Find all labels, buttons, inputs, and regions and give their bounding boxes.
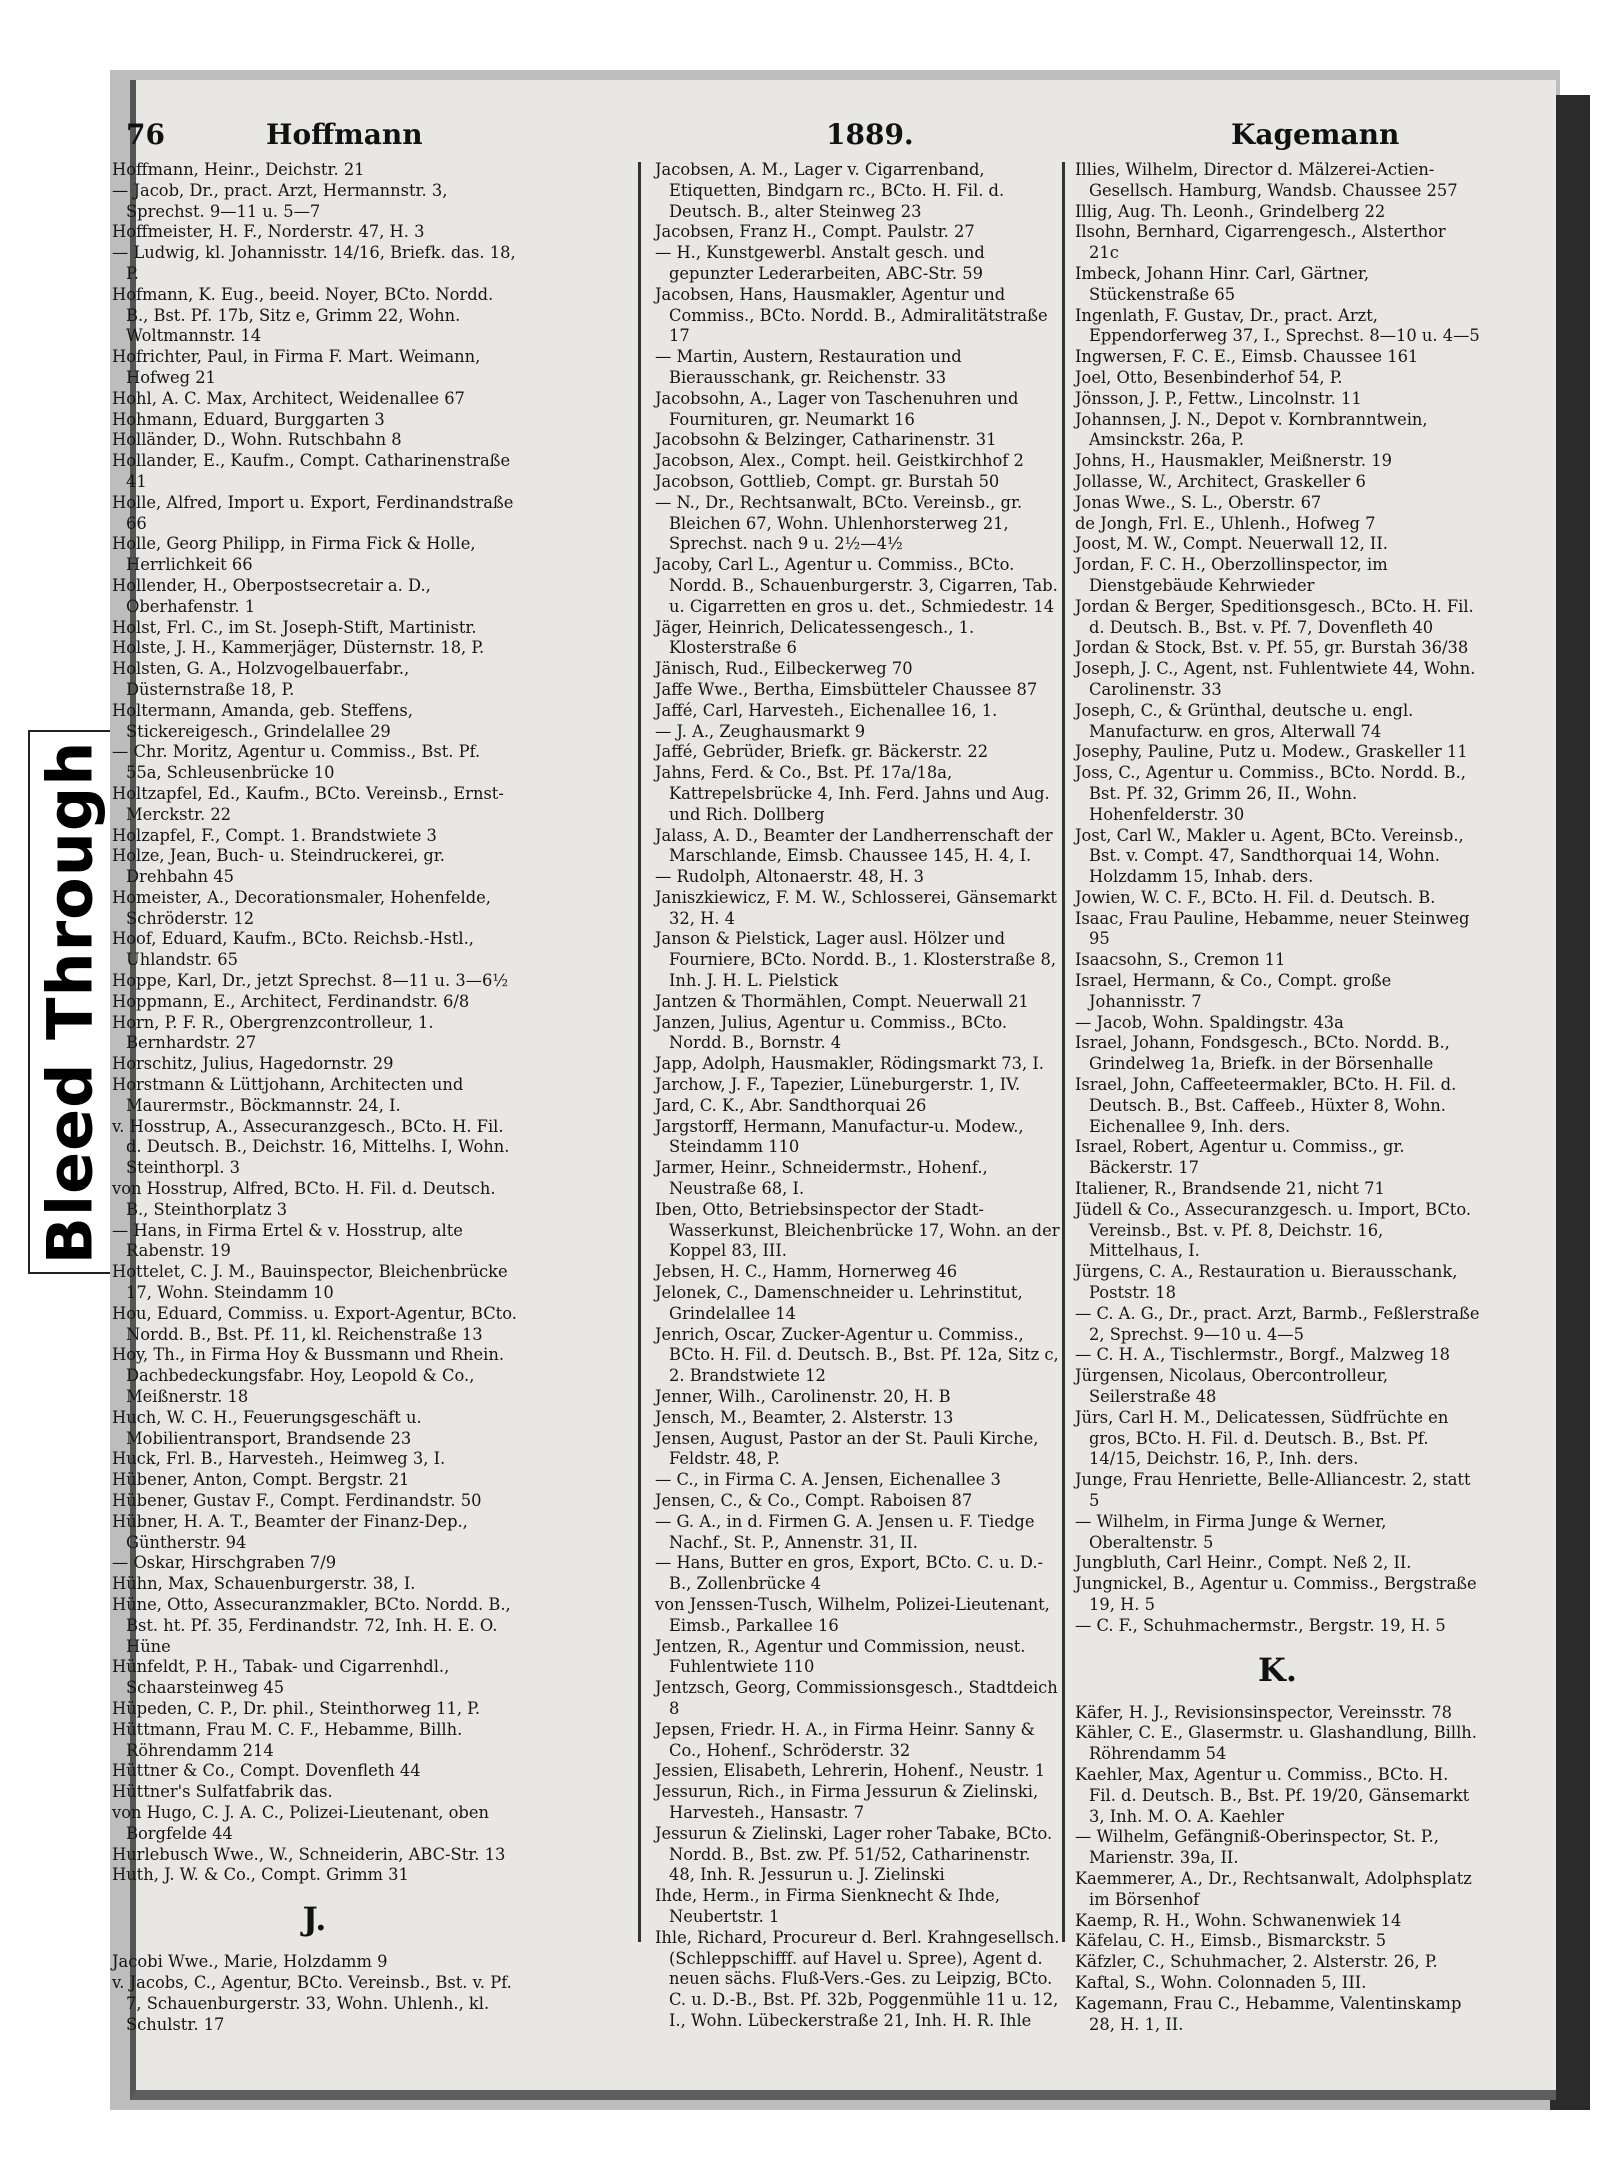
directory-entry: Jacobsohn & Belzinger, Catharinenstr. 31: [655, 430, 997, 450]
directory-entry: Jenner, Wilh., Carolinenstr. 20, H. B: [655, 1387, 951, 1407]
directory-entry: Jentzen, R., Agentur und Commission, neust. Fuhlentwiete 110: [655, 1636, 1026, 1677]
column-divider: [638, 162, 641, 1942]
directory-entry: — Wilhelm, in Firma Junge & Werner, Oberaltenstr. 5: [1075, 1511, 1387, 1552]
directory-entry: — Jacob, Wohn. Spaldingstr. 43a: [1075, 1012, 1344, 1032]
directory-entry: Hohmann, Eduard, Burggarten 3: [112, 409, 385, 429]
directory-entry: — C. A. G., Dr., pract. Arzt, Barmb., Feßlerstraße 2, Sprechst. 9—10 u. 4—5: [1075, 1303, 1480, 1344]
directory-entry: Jacobsen, A. M., Lager v. Cigarrenband, Etiquetten, Bindgarn rc., BCto. H. Fil. d. Deutsch. B., alter Steinweg 23: [655, 160, 1005, 221]
directory-entry: Holle, Georg Philipp, in Firma Fick & Holle, Herrlichkeit 66: [112, 534, 476, 575]
directory-entry: Holle, Alfred, Import u. Export, Ferdinandstraße 66: [112, 492, 514, 533]
directory-entry: Jargstorff, Hermann, Manufactur-u. Modew., Steindamm 110: [655, 1116, 1024, 1157]
directory-entry: Jollasse, W., Architect, Graskeller 6: [1075, 471, 1366, 491]
directory-entry: Hottelet, C. J. M., Bauinspector, Bleichenbrücke 17, Wohn. Steindamm 10: [112, 1262, 508, 1303]
directory-entry: Hüttner & Co., Compt. Dovenfleth 44: [112, 1761, 421, 1781]
directory-entry: Jebsen, H. C., Hamm, Hornerweg 46: [655, 1262, 958, 1282]
directory-entry: — Oskar, Hirschgraben 7/9: [112, 1553, 337, 1573]
directory-entry: Hollender, H., Oberpostsecretair a. D., Oberhafenstr. 1: [112, 575, 431, 616]
directory-entry: Kaemmerer, A., Dr., Rechtsanwalt, Adolphsplatz im Börsenhof: [1075, 1868, 1472, 1909]
directory-entry: Jarchow, J. F., Tapezier, Lüneburgerstr. 1, IV.: [655, 1075, 1021, 1095]
directory-entry: Hüpeden, C. P., Dr. phil., Steinthorweg 11, P.: [112, 1698, 480, 1718]
directory-entry: Jepsen, Friedr. H. A., in Firma Heinr. Sanny & Co., Hohenf., Schröderstr. 32: [655, 1719, 1035, 1760]
scan-right-edge: [1550, 95, 1590, 2110]
directory-entry: Hollander, E., Kaufm., Compt. Catharinenstraße 41: [112, 451, 511, 491]
directory-entry: Jönsson, J. P., Fettw., Lincolnstr. 11: [1075, 388, 1362, 408]
directory-entry: Käfzler, C., Schuhmacher, 2. Alsterstr. 26, P.: [1075, 1952, 1438, 1972]
directory-entry: — Hans, Butter en gros, Export, BCto. C. u. D.-B., Zollenbrücke 4: [655, 1553, 1044, 1594]
directory-entry: Jessien, Elisabeth, Lehrerin, Hohenf., Neustr. 1: [655, 1761, 1046, 1781]
directory-entry: Kaemp, R. H., Wohn. Schwanenwiek 14: [1075, 1910, 1402, 1930]
header-left-word: Hoffmann: [266, 118, 423, 151]
directory-entry: — G. A., in d. Firmen G. A. Jensen u. F. Tiedge Nachf., St. P., Annenstr. 31, II.: [655, 1511, 1035, 1552]
directory-entry: Kaehler, Max, Agentur u. Commiss., BCto. H. Fil. d. Deutsch. B., Bst. Pf. 19/20, Gänsemarkt 3, Inh. M. O. A. Kaehler: [1075, 1764, 1470, 1826]
directory-entry: — C. H. A., Tischlermstr., Borgf., Malzweg 18: [1075, 1345, 1451, 1365]
directory-entry: Jalass, A. D., Beamter der Landherrenschaft der Marschlande, Eimsb. Chaussee 145, H. 4, I.: [655, 825, 1053, 866]
directory-entry: Joseph, J. C., Agent, nst. Fuhlentwiete 44, Wohn. Carolinenstr. 33: [1075, 659, 1476, 699]
directory-entry: Jungnickel, B., Agentur u. Commiss., Bergstraße 19, H. 5: [1075, 1574, 1477, 1614]
directory-entry: Huth, J. W. & Co., Compt. Grimm 31: [112, 1865, 409, 1885]
directory-column-3: [1075, 160, 1480, 2034]
directory-entry: Hüttner's Sulfatfabrik das.: [112, 1782, 333, 1802]
directory-entry: Israel, Johann, Fondsgesch., BCto. Nordd. B., Grindelweg 1a, Briefk. in der Börsenhalle: [1075, 1033, 1450, 1074]
directory-entry: Hoppe, Karl, Dr., jetzt Sprechst. 8—11 u. 3—6½: [112, 971, 509, 991]
directory-column-2: [655, 160, 1060, 2030]
directory-entry: — Chr. Moritz, Agentur u. Commiss., Bst. Pf. 55a, Schleusenbrücke 10: [112, 742, 481, 783]
section-letter: J.: [302, 1900, 327, 1939]
directory-entry: Janzen, Julius, Agentur u. Commiss., BCto. Nordd. B., Bornstr. 4: [655, 1012, 1008, 1053]
directory-entry: Hübener, Gustav F., Compt. Ferdinandstr. 50: [112, 1491, 482, 1510]
directory-entry: v. Jacobs, C., Agentur, BCto. Vereinsb., Bst. v. Pf. 7, Schauenburgerstr. 33, Wohn. Uhlenh., kl. Schulstr. 17: [112, 1972, 512, 2034]
directory-entry: Joss, C., Agentur u. Commiss., BCto. Nordd. B., Bst. Pf. 32, Grimm 26, II., Wohn. Hohenfelderstr. 30: [1075, 763, 1466, 824]
directory-entry: Holsten, G. A., Holzvogelbauerfabr., Düsternstraße 18, P.: [112, 659, 410, 699]
directory-entry: Jaffé, Carl, Harvesteh., Eichenallee 16, 1.: [655, 700, 998, 720]
directory-entry: — C., in Firma C. A. Jensen, Eichenallee 3: [655, 1470, 1001, 1490]
directory-entry: — J. A., Zeughausmarkt 9: [655, 721, 866, 741]
directory-entry: Jonas Wwe., S. L., Oberstr. 67: [1075, 492, 1322, 512]
directory-entry: Israel, Robert, Agentur u. Commiss., gr. Bäckerstr. 17: [1075, 1137, 1405, 1178]
directory-entry: Jacobi Wwe., Marie, Holzdamm 9: [112, 1952, 388, 1972]
directory-entry: Jordan, F. C. H., Oberzollinspector, im Dienstgebäude Kehrwieder: [1075, 555, 1388, 595]
directory-entry: Jard, C. K., Abr. Sandthorquai 26: [655, 1095, 927, 1115]
directory-entry: Hoy, Th., in Firma Hoy & Bussmann und Rhein. Dachbedeckungsfabr. Hoy, Leopold & Co., Meißnerstr. 18: [112, 1345, 505, 1407]
directory-entry: Jarmer, Heinr., Schneidermstr., Hohenf., Neustraße 68, I.: [655, 1158, 988, 1199]
directory-entry: Illies, Wilhelm, Director d. Mälzerei-Actien-Gesellsch. Hamburg, Wandsb. Chaussee 257: [1075, 160, 1458, 200]
directory-entry: Jordan & Stock, Bst. v. Pf. 55, gr. Burstah 36/38: [1075, 638, 1469, 658]
directory-entry: Jenrich, Oscar, Zucker-Agentur u. Commiss., BCto. H. Fil. d. Deutsch. B., Bst. Pf. 12a, Sitz c, 2. Brandstwiete 12: [655, 1324, 1059, 1386]
directory-entry: — Wilhelm, Gefängniß-Oberinspector, St. P., Marienstr. 39a, II.: [1075, 1827, 1439, 1868]
column-divider: [1062, 162, 1065, 1942]
directory-entry: Johannsen, J. N., Depot v. Kornbranntwein, Amsinckstr. 26a, P.: [1075, 409, 1428, 450]
directory-entry: von Jenssen-Tusch, Wilhelm, Polizei-Lieutenant, Eimsb., Parkallee 16: [655, 1594, 1050, 1635]
directory-entry: Illig, Aug. Th. Leonh., Grindelberg 22: [1075, 201, 1386, 221]
directory-entry: Josephy, Pauline, Putz u. Modew., Graskeller 11: [1075, 742, 1468, 762]
directory-entry: Ihle, Richard, Procureur d. Berl. Krahngesellsch. (Schleppschifff. auf Havel u. Spree), Agent d. neuen sächs. Fluß-Vers.-Ges. zu Leipzig, BCto. C. u. D.-B., Bst. Pf. 32b, Poggenmühle 11 u. 12, I., Wohn. Lübeckerstraße 21, Inh. H. R. Ihle: [655, 1927, 1060, 2030]
directory-entry: v. Hosstrup, A., Assecuranzgesch., BCto. H. Fil. d. Deutsch. B., Deichstr. 16, Mittelhs. I, Wohn. Steinthorpl. 3: [112, 1116, 510, 1178]
directory-entry: Janson & Pielstick, Lager ausl. Hölzer und Fourniere, BCto. Nordd. B., 1. Klosterstraße 8, Inh. J. H. L. Pielstick: [655, 929, 1057, 991]
section-letter: K.: [1258, 1650, 1297, 1689]
directory-entry: Jaffé, Gebrüder, Briefk. gr. Bäckerstr. 22: [655, 742, 989, 762]
directory-entry: Israel, Hermann, & Co., Compt. große Johannisstr. 7: [1075, 971, 1392, 1011]
directory-entry: Hüne, Otto, Assecuranzmakler, BCto. Nordd. B., Bst. ht. Pf. 35, Ferdinandstr. 72, Inh. H. E. O. Hüne: [112, 1594, 511, 1656]
directory-entry: Jürs, Carl H. M., Delicatessen, Südfrüchte en gros, BCto. H. Fil. d. Deutsch. B., Bst. Pf. 14/15, Deichstr. 16, P., Inh. ders.: [1075, 1407, 1449, 1469]
directory-entry: Holtzapfel, Ed., Kaufm., BCto. Vereinsb., Ernst-Merckstr. 22: [112, 783, 504, 824]
directory-entry: — N., Dr., Rechtsanwalt, BCto. Vereinsb., gr. Bleichen 67, Wohn. Uhlenhorsterweg 21, Sprechst. nach 9 u. 2½—4½: [655, 492, 1023, 554]
directory-entry: Kagemann, Frau C., Hebamme, Valentinskamp 28, H. 1, II.: [1075, 1993, 1462, 2034]
header-right-word: Kagemann: [1231, 118, 1400, 151]
directory-entry: Holtermann, Amanda, geb. Steffens, Stickereigesch., Grindelallee 29: [112, 700, 413, 741]
directory-entry: Jänisch, Rud., Eilbeckerweg 70: [655, 659, 913, 679]
page-number: 76: [126, 118, 165, 151]
directory-entry: Jürgens, C. A., Restauration u. Bierausschank, Poststr. 18: [1075, 1262, 1458, 1303]
directory-entry: Joost, M. W., Compt. Neuerwall 12, II.: [1075, 534, 1388, 554]
directory-entry: Jaffe Wwe., Bertha, Eimsbütteler Chaussee 87: [655, 679, 1038, 699]
directory-entry: Horschitz, Julius, Hagedornstr. 29: [112, 1054, 394, 1074]
directory-entry: Holste, J. H., Kammerjäger, Düsternstr. 18, P.: [112, 638, 485, 658]
directory-entry: Jowien, W. C. F., BCto. H. Fil. d. Deutsch. B.: [1075, 887, 1436, 907]
directory-entry: Isaac, Frau Pauline, Hebamme, neuer Steinweg 95: [1075, 908, 1470, 949]
directory-entry: Hübner, H. A. T., Beamter der Finanz-Dep., Güntherstr. 94: [112, 1511, 468, 1552]
directory-entry: Jürgensen, Nicolaus, Obercontrolleur, Seilerstraße 48: [1075, 1366, 1389, 1407]
directory-entry: von Hosstrup, Alfred, BCto. H. Fil. d. Deutsch. B., Steinthorplatz 3: [112, 1179, 496, 1219]
directory-entry: Hoof, Eduard, Kaufm., BCto. Reichsb.-Hstl., Uhlandstr. 65: [112, 929, 474, 970]
directory-entry: Israel, John, Caffeeteermakler, BCto. H. Fil. d. Deutsch. B., Bst. Caffeeb., Hüxter 8, Wohn. Eichenallee 9, Inh. ders.: [1075, 1075, 1457, 1136]
directory-entry: — Hans, in Firma Ertel & v. Hosstrup, alte Rabenstr. 19: [112, 1220, 463, 1261]
directory-entry: Jacobson, Gottlieb, Compt. gr. Burstah 50: [655, 471, 1000, 491]
directory-entry: — Rudolph, Altonaerstr. 48, H. 3: [655, 867, 925, 887]
directory-entry: Iben, Otto, Betriebsinspector der Stadt-Wasserkunst, Bleichenbrücke 17, Wohn. an der Koppel 83, III.: [655, 1199, 1060, 1261]
directory-entry: Ihde, Herm., in Firma Sienknecht & Ihde, Neubertstr. 1: [655, 1886, 1000, 1926]
directory-entry: Jordan & Berger, Speditionsgesch., BCto. H. Fil. d. Deutsch. B., Bst. v. Pf. 7, Dovenfleth 40: [1075, 596, 1474, 637]
directory-entry: Jahns, Ferd. & Co., Bst. Pf. 17a/18a, Kattrepelsbrücke 4, Inh. Ferd. Jahns und Aug. und Rich. Dollberg: [655, 763, 1050, 824]
directory-entry: Huch, W. C. H., Feuerungsgeschäft u. Mobilientransport, Brandsende 23: [112, 1407, 422, 1448]
directory-entry: de Jongh, Frl. E., Uhlenh., Hofweg 7: [1075, 513, 1376, 533]
directory-entry: — Jacob, Dr., pract. Arzt, Hermannstr. 3, Sprechst. 9—11 u. 5—7: [112, 180, 448, 221]
directory-entry: Ingwersen, F. C. E., Eimsb. Chaussee 161: [1075, 347, 1419, 367]
directory-entry: Kähler, C. E., Glasermstr. u. Glashandlung, Billh. Röhrendamm 54: [1075, 1723, 1477, 1764]
directory-entry: Käfelau, C. H., Eimsb., Bismarckstr. 5: [1075, 1931, 1387, 1951]
directory-entry: Junge, Frau Henriette, Belle-Alliancestr. 2, statt 5: [1075, 1470, 1471, 1510]
directory-entry: — C. F., Schuhmachermstr., Bergstr. 19, H. 5: [1075, 1615, 1446, 1635]
directory-entry: Jessurun, Rich., in Firma Jessurun & Zielinski, Harvesteh., Hansastr. 7: [655, 1782, 1039, 1822]
bleed-through-label: [28, 730, 112, 1274]
directory-entry: Hoffmann, Heinr., Deichstr. 21: [112, 160, 365, 179]
directory-entry: Homeister, A., Decorationsmaler, Hohenfelde, Schröderstr. 12: [112, 887, 491, 928]
directory-entry: Kaftal, S., Wohn. Colonnaden 5, III.: [1075, 1972, 1367, 1992]
directory-entry: Holländer, D., Wohn. Rutschbahn 8: [112, 430, 402, 450]
directory-entry: Hofmann, K. Eug., beeid. Noyer, BCto. Nordd. B., Bst. Pf. 17b, Sitz e, Grimm 22, Wohn. Woltmannstr. 14: [112, 284, 494, 346]
directory-entry: Hoffmeister, H. F., Norderstr. 47, H. 3: [112, 222, 425, 242]
directory-entry: — Ludwig, kl. Johannisstr. 14/16, Briefk. das. 18, P.: [112, 243, 516, 283]
directory-entry: Jacobsen, Hans, Hausmakler, Agentur und Commiss., BCto. Nordd. B., Admiralitätstraße 17: [655, 284, 1048, 346]
directory-entry: Hurlebusch Wwe., W., Schneiderin, ABC-Str. 13: [112, 1844, 506, 1864]
directory-entry: Horn, P. F. R., Obergrenzcontrolleur, 1. Bernhardstr. 27: [112, 1012, 434, 1053]
page-header: [126, 118, 1426, 160]
directory-entry: Hüttmann, Frau M. C. F., Hebamme, Billh. Röhrendamm 214: [112, 1719, 463, 1760]
directory-entry: Jäger, Heinrich, Delicatessengesch., 1. Klosterstraße 6: [655, 617, 975, 658]
directory-entry: — Martin, Austern, Restauration und Bierausschank, gr. Reichenstr. 33: [655, 347, 962, 387]
directory-entry: Jungbluth, Carl Heinr., Compt. Neß 2, II.: [1075, 1553, 1412, 1573]
directory-entry: Jacobsohn, A., Lager von Taschenuhren und Fournituren, gr. Neumarkt 16: [655, 388, 1019, 429]
directory-entry: Jensch, M., Beamter, 2. Alsterstr. 13: [655, 1407, 954, 1427]
directory-entry: Hofrichter, Paul, in Firma F. Mart. Weimann, Hofweg 21: [112, 347, 481, 387]
directory-entry: Jost, Carl W., Makler u. Agent, BCto. Vereinsb., Bst. v. Compt. 47, Sandthorquai 14, Wohn. Holzdamm 15, Inhab. ders.: [1075, 825, 1464, 887]
directory-entry: Käfer, H. J., Revisionsinspector, Vereinsstr. 78: [1075, 1702, 1452, 1722]
directory-entry: — H., Kunstgewerbl. Anstalt gesch. und gepunzter Lederarbeiten, ABC-Str. 59: [655, 243, 985, 283]
directory-entry: Jüdell & Co., Assecuranzgesch. u. Import, BCto. Vereinsb., Bst. v. Pf. 8, Deichstr. 16, Mittelhaus, I.: [1075, 1199, 1472, 1261]
directory-entry: Isaacsohn, S., Cremon 11: [1075, 950, 1286, 970]
directory-entry: Hünfeldt, P. H., Tabak- und Cigarrenhdl., Schaarsteinweg 45: [112, 1657, 450, 1698]
directory-entry: Jacoby, Carl L., Agentur u. Commiss., BCto. Nordd. B., Schauenburgerstr. 3, Cigarren, Tab. u. Cigarretten en gros u. det., Schmiedestr. 14: [655, 555, 1058, 616]
directory-entry: Hübener, Anton, Compt. Bergstr. 21: [112, 1470, 410, 1490]
directory-entry: Hou, Eduard, Commiss. u. Export-Agentur, BCto. Nordd. B., Bst. Pf. 11, kl. Reichenstraße 13: [112, 1303, 517, 1344]
directory-entry: Ilsohn, Bernhard, Cigarrengesch., Alsterthor 21c: [1075, 222, 1446, 263]
directory-entry: Joel, Otto, Besenbinderhof 54, P.: [1075, 367, 1343, 387]
directory-entry: Huck, Frl. B., Harvesteh., Heimweg 3, I.: [112, 1449, 446, 1469]
directory-entry: Hoppmann, E., Architect, Ferdinandstr. 6/8: [112, 991, 470, 1011]
directory-entry: Holze, Jean, Buch- u. Steindruckerei, gr. Drehbahn 45: [112, 846, 445, 887]
directory-entry: Jacobsen, Franz H., Compt. Paulstr. 27: [655, 222, 975, 242]
directory-entry: Johns, H., Hausmakler, Meißnerstr. 19: [1075, 451, 1392, 471]
directory-entry: Jentzsch, Georg, Commissionsgesch., Stadtdeich 8: [655, 1678, 1058, 1718]
header-year: 1889.: [826, 118, 914, 151]
directory-entry: Jensen, C., & Co., Compt. Raboisen 87: [655, 1491, 973, 1510]
directory-entry: Hühn, Max, Schauenburgerstr. 38, I.: [112, 1574, 416, 1594]
directory-entry: Jensen, August, Pastor an der St. Pauli Kirche, Feldstr. 48, P.: [655, 1428, 1039, 1469]
directory-entry: Holzapfel, F., Compt. 1. Brandstwiete 3: [112, 825, 437, 845]
directory-entry: Jacobson, Alex., Compt. heil. Geistkirchhof 2: [655, 451, 1024, 471]
directory-entry: Holst, Frl. C., im St. Joseph-Stift, Martinistr.: [112, 617, 477, 637]
directory-entry: von Hugo, C. J. A. C., Polizei-Lieutenant, oben Borgfelde 44: [112, 1802, 489, 1843]
directory-entry: Joseph, C., & Grünthal, deutsche u. engl. Manufacturw. en gros, Alterwall 74: [1075, 700, 1414, 741]
directory-entry: Jelonek, C., Damenschneider u. Lehrinstitut, Grindelallee 14: [655, 1283, 1023, 1323]
directory-entry: Imbeck, Johann Hinr. Carl, Gärtner, Stückenstraße 65: [1075, 263, 1369, 304]
directory-entry: Jantzen & Thormählen, Compt. Neuerwall 21: [655, 991, 1029, 1011]
directory-entry: Jessurun & Zielinski, Lager roher Tabake, BCto. Nordd. B., Bst. zw. Pf. 51/52, Catharinenstr. 48, Inh. R. Jessurun u. J. Zielinski: [655, 1823, 1053, 1885]
directory-column-1: [112, 160, 517, 2034]
directory-entry: Horstmann & Lüttjohann, Architecten und Maurermstr., Böckmannstr. 24, I.: [112, 1075, 464, 1115]
directory-entry: Hohl, A. C. Max, Architect, Weidenallee 67: [112, 388, 465, 408]
directory-entry: Ingenlath, F. Gustav, Dr., pract. Arzt, Eppendorferweg 37, I., Sprechst. 8—10 u. 4—5: [1075, 305, 1480, 346]
directory-entry: Italiener, R., Brandsende 21, nicht 71: [1075, 1179, 1385, 1199]
bleed-through-text: Bleed Through: [33, 740, 107, 1264]
directory-entry: Janiszkiewicz, F. M. W., Schlosserei, Gänsemarkt 32, H. 4: [655, 887, 1057, 928]
directory-entry: Japp, Adolph, Hausmakler, Rödingsmarkt 73, I.: [655, 1054, 1044, 1074]
